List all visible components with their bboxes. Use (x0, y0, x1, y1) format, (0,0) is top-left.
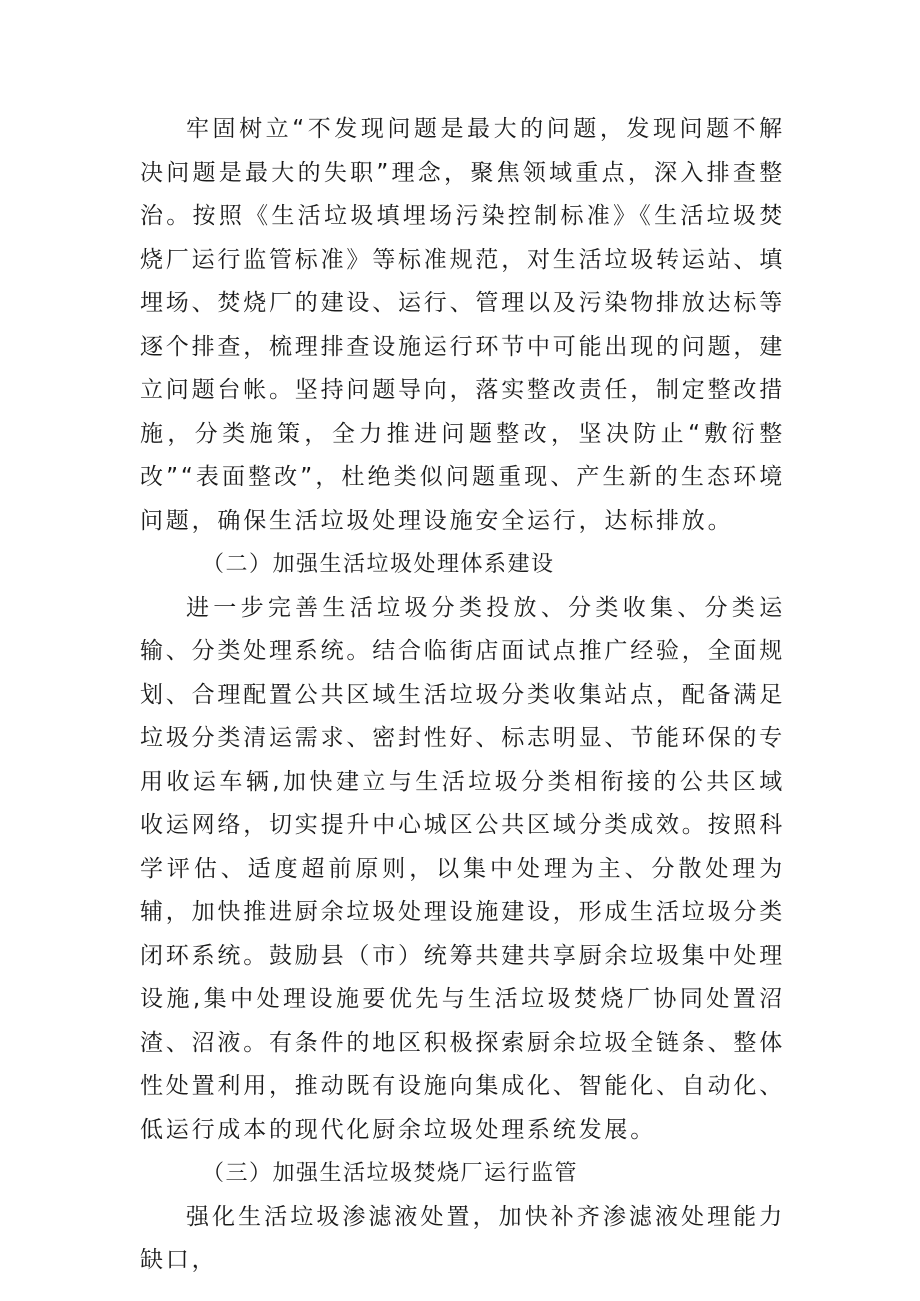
section-heading-2: （二）加强生活垃圾处理体系建设 (202, 552, 555, 577)
paragraph-processing-system: 进一步完善生活垃圾分类投放、分类收集、分类运输、分类处理系统。结合临街店面试点推广经验，全面规划、合理配置公共区域生活垃圾分类收集站点，配备满足垃圾分类清运需求、密封性好、标志明显、节能环保的专用收运车辆,加快建立与生活垃圾分类相衔接的公共区域收运网络，切实提升中心城区公共区域分类成效。按照科学评估、适度超前原则，以集中处理为主、分散处理为辅，加快推进厨余垃圾处理设施建设，形成生活垃圾分类闭环系统。鼓励县（市）统筹共建共享厨余垃圾集中处理设施,集中处理设施要优先与生活垃圾焚烧厂协同处置沼渣、沼液。有条件的地区积极探索厨余垃圾全链条、整体性处置利用，推动既有设施向集成化、智能化、自动化、低运行成本的现代化厨余垃圾处理系统发展。 (140, 594, 785, 1143)
document-body (140, 108, 785, 1283)
section-heading-3: （三）加强生活垃圾焚烧厂运行监管 (202, 1161, 579, 1186)
paragraph-problem-rectification: 牢固树立“不发现问题是最大的问题，发现问题不解决问题是最大的失职”理念，聚焦领域重点，深入排查整治。按照《生活垃圾填埋场污染控制标准》《生活垃圾焚烧厂运行监管标准》等标准规范，对生活垃圾转运站、填埋场、焚烧厂的建设、运行、管理以及污染物排放达标等逐个排查，梳理排查设施运行环节中可能出现的问题，建立问题台帐。坚持问题导向，落实整改责任，制定整改措施，分类施策，全力推进问题整改，坚决防止“敷衍整改”“表面整改”，杜绝类似问题重现、产生新的生态环境问题，确保生活垃圾处理设施安全运行，达标排放。 (140, 116, 785, 534)
paragraph-leachate-treatment: 强化生活垃圾渗滤液处置，加快补齐渗滤液处理能力缺口， (140, 1203, 785, 1273)
